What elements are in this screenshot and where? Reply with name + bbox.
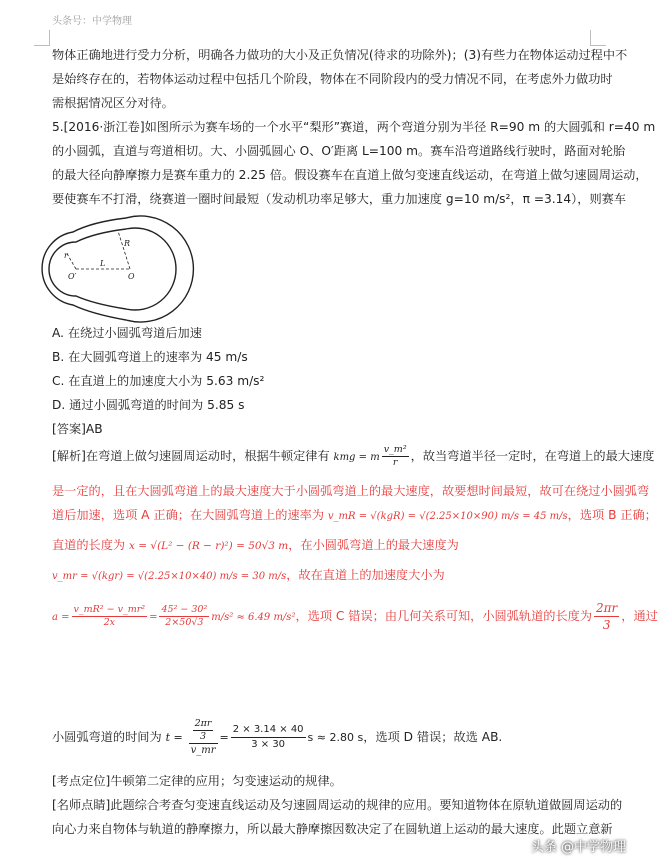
intro-line-1: 物体正确地进行受力分析，明确各力做功的大小及正负情况(待求的功除外)；(3)有些力在物体运动过程中不 (52, 48, 628, 62)
track-figure (52, 218, 192, 318)
corner-mark-right (590, 30, 606, 46)
formula-v-small: v_mr = √(kgr) = √(2.25×10×40) m/s = 30 m/s (52, 571, 287, 582)
question-line-4: 要使赛车不打滑，绕赛道一圈时间最短（发动机功率足够大，重力加速度 g=10 m/s²，π =3.14），则赛车 (52, 192, 627, 206)
label-O-prime: O′ (68, 272, 77, 281)
question-line-3: 的最大径向静摩擦力是赛车重力的 2.25 倍。假设赛车在直道上做匀变速直线运动，在弯道上做匀速圆周运动， (52, 168, 648, 182)
analysis-red-line-5: a = $\frac{\text{v\_mR² − v\_mr²}}{2x}$ = $\frac{\text{45² − 30²}}{2\times 50√3}$ m/s² ≈ 6.49 m/s²，选项 C 错误；由几何关系可知，小圆弧轨道的长度为 $\frac{2\pi r}{3}$ ，通过 (52, 601, 658, 632)
analysis-line-1 (52, 444, 654, 469)
kaodian-line: [考点定位]牛顿第二定律的应用；匀变速运动的规律。 (52, 774, 342, 788)
question-line-1: 5.[2016·浙江卷]如图所示为赛车场的一个水平“梨形”赛道，两个弯道分别为半径 R=90 m 的大圆弧和 r=40 m (52, 120, 656, 134)
time-line: 小圆弧弯道的时间为 t = $\frac{\frac{2\pi r}{3}}{v\_mr}$ = $\frac{2 \times 3.14 \times 40}{3 \times 30}$ s ≈ 2.80 s，选项 D 错误；故选 AB. (52, 718, 503, 756)
time-fraction-2: $\frac{2 \times 3.14 \times 40}{3 \times 30}$ (232, 724, 304, 750)
question-line-2: 的小圆弧，直道与弯道相切。大、小圆弧圆心 O、O′距离 L=100 m。赛车沿弯道路线行驶时，路面对轮胎 (52, 144, 626, 158)
analysis-red-line-3: 直道的长度为 x = √(L² − (R − r)²) = 50√3 m，在小圆弧弯道上的最大速度为 (52, 538, 459, 552)
arc-length-fraction: $\frac{2\pi r}{3}$ (596, 601, 618, 632)
analysis-tail: ，故当弯道半径一定时，在弯道上的最大速度 (410, 449, 655, 463)
header-source: 头条号：中学物理 (52, 16, 132, 27)
intro-line-3: 需根据情况区分对待。 (52, 96, 174, 110)
mingshi-line-2: 向心力来自物体与轨道的静摩擦力，所以最大静摩擦因数决定了在圆轨道上运动的最大速度。此题立意新 (52, 822, 613, 836)
analysis-formula: kmg = m (333, 452, 380, 463)
intro-line-2: 是始终存在的，若物体运动过程中包括几个阶段，物体在不同阶段内的受力情况不同，在考虑外力做功时 (52, 72, 613, 86)
option-b: B. 在大圆弧弯道上的速率为 45 m/s (52, 350, 248, 364)
label-L: L (100, 259, 106, 268)
analysis-red-line-1: 是一定的，且在大圆弧弯道上的最大速度大于小圆弧弯道上的最大速度，故要想时间最短，故可在绕过小圆弧弯 (52, 484, 650, 498)
analysis-fraction: $\frac{\text{v\_m²}}{r}$ (383, 444, 407, 468)
label-r: r (64, 251, 68, 260)
option-c: C. 在直道上的加速度大小为 5.63 m/s² (52, 374, 265, 388)
label-R: R (124, 239, 131, 248)
corner-mark-left (34, 30, 50, 46)
option-a: A. 在绕过小圆弧弯道后加速 (52, 326, 202, 340)
analysis-red-line-2: 道后加速，选项 A 正确；在大圆弧弯道上的速率为 v_mR = √(kgR) = √(2.25×10×90) m/s = 45 m/s，选项 B 正确； (52, 508, 657, 522)
answer: [答案]AB (52, 422, 103, 436)
label-O: O (128, 272, 135, 281)
accel-fraction-1: $\frac{\text{v\_mR² − v\_mr²}}{2x}$ (73, 604, 146, 628)
time-outer-fraction: $\frac{\frac{2\pi r}{3}}{v\_mr}$ (190, 718, 216, 756)
formula-straight-length: x = √(L² − (R − r)²) = 50√3 m (129, 540, 289, 552)
accel-fraction-2: $\frac{\text{45² − 30²}}{2\times 50√3}$ (161, 604, 208, 628)
analysis-red-line-4: v_mr = √(kgr) = √(2.25×10×40) m/s = 30 m/s，故在直道上的加速度大小为 (52, 568, 445, 582)
radius-R-line (118, 231, 130, 269)
formula-v-big: v_mR = √(kgR) = √(2.25×10×90) m/s = 45 m/s (327, 511, 568, 522)
mingshi-line-1: [名师点睛]此题综合考查匀变速直线运动及匀速圆周运动的规律的应用。要知道物体在原轨道做圆周运动的 (52, 798, 623, 812)
option-d: D. 通过小圆弧弯道的时间为 5.85 s (52, 398, 245, 412)
time-lead: 小圆弧弯道的时间为 (52, 730, 162, 744)
analysis-lead: [解析]在弯道上做匀速圆周运动时，根据牛顿定律有 (52, 449, 330, 463)
watermark: 头条 @中学物理 (530, 840, 626, 855)
